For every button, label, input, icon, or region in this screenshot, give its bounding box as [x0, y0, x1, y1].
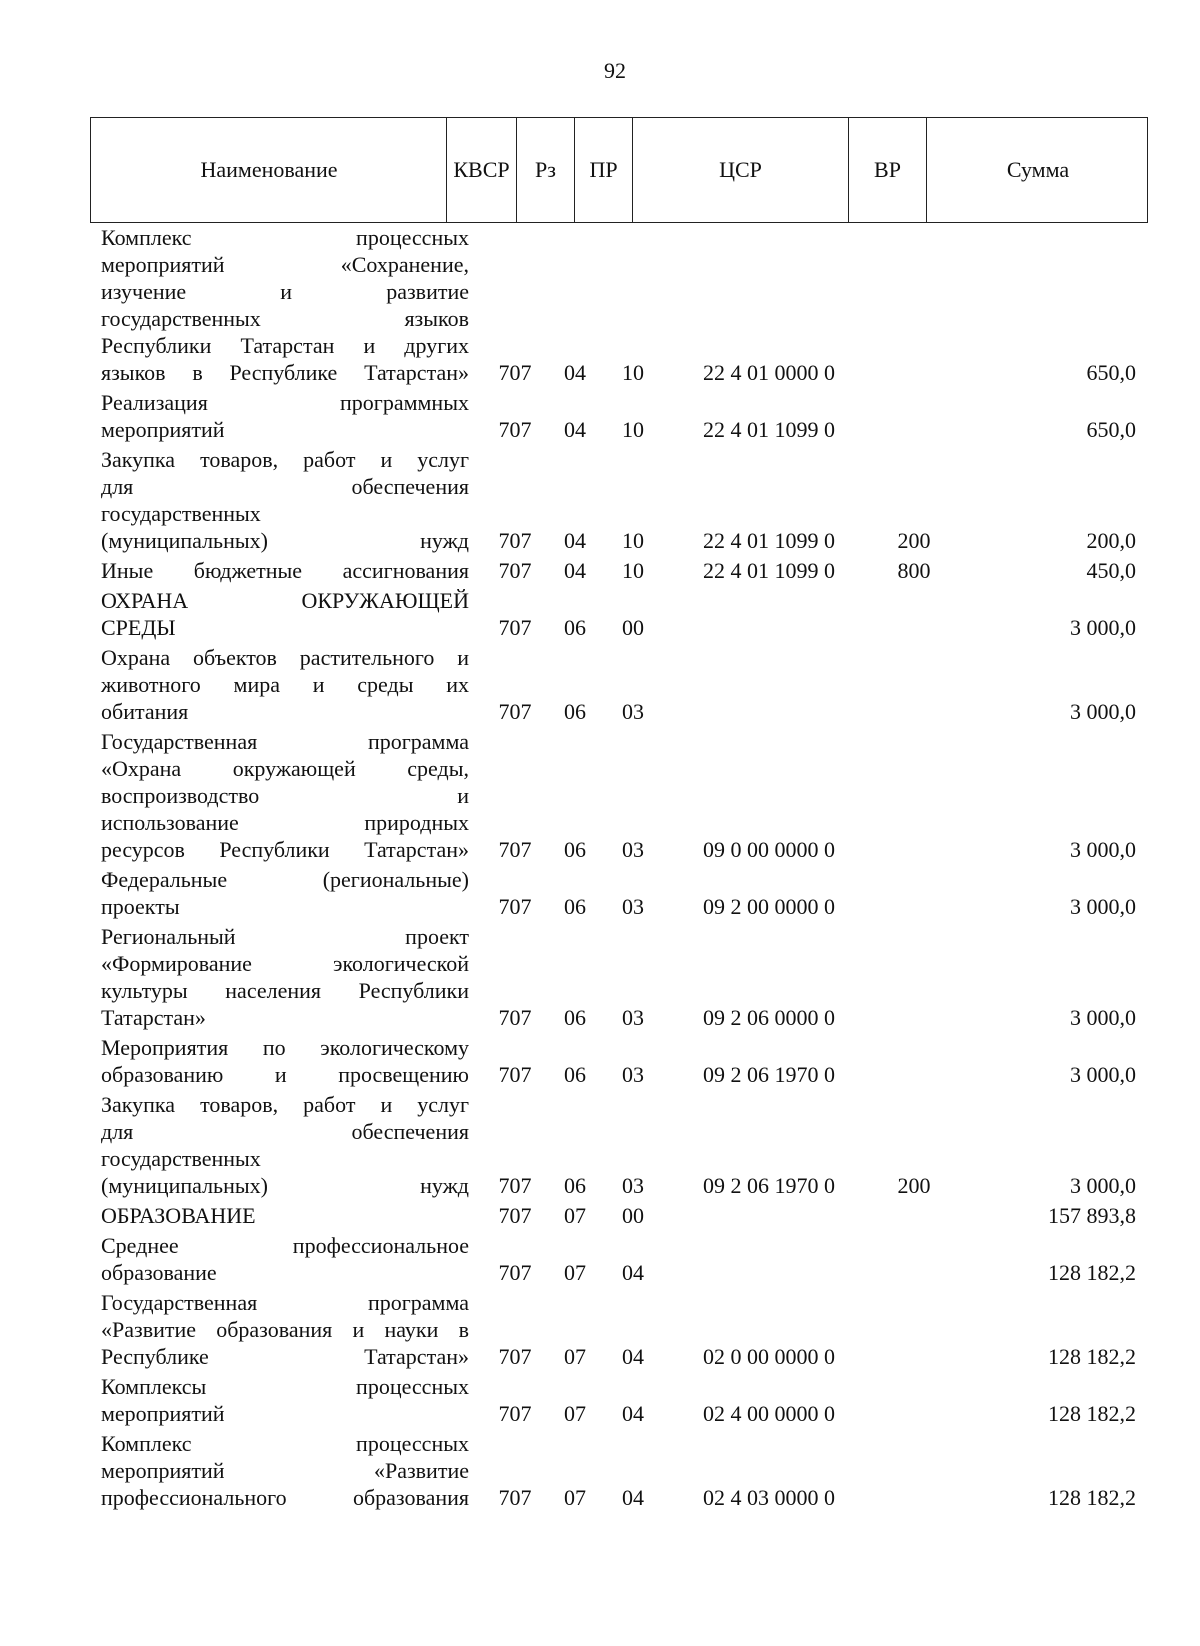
- row-name-line: государственных языков: [101, 306, 469, 331]
- row-values: [90, 893, 1148, 920]
- row-name-line: мероприятий «Развитие: [101, 1458, 469, 1483]
- row-name-line: животного мира и среды их: [101, 672, 469, 697]
- table-row: [90, 1091, 1148, 1199]
- row-name-line: мероприятий «Сохранение,: [101, 252, 469, 277]
- cell-kvsr: 707: [498, 699, 532, 724]
- row-name-line: Комплекс процессных: [101, 1431, 469, 1456]
- row-name-line: Региональный проект: [101, 924, 469, 949]
- row-values: [90, 1172, 1148, 1199]
- row-name-line: ОХРАНА ОКРУЖАЮЩЕЙ: [101, 588, 469, 613]
- cell-kvsr: 707: [498, 1260, 532, 1285]
- cell-rz: 07: [564, 1401, 586, 1426]
- row-values: [90, 614, 1148, 641]
- cell-kvsr: 707: [498, 1401, 532, 1426]
- header-sum: Сумма: [926, 118, 1149, 222]
- row-values: [90, 1202, 1148, 1229]
- cell-csr: 09 0 00 0000 0: [703, 837, 835, 862]
- cell-kvsr: 707: [498, 528, 532, 553]
- row-name-line: Среднее профессиональное: [101, 1233, 469, 1258]
- cell-rz: 06: [564, 1173, 586, 1198]
- row-values: [90, 836, 1148, 863]
- cell-sum: 3 000,0: [1070, 1173, 1136, 1198]
- row-values: [90, 359, 1148, 386]
- row-name-line: Государственная программа: [101, 1290, 469, 1315]
- cell-vr: 200: [897, 1173, 931, 1198]
- header-name: Наименование: [200, 157, 338, 182]
- cell-pr: 10: [622, 417, 644, 442]
- row-name-line: Реализация программных: [101, 390, 469, 415]
- cell-rz: 06: [564, 699, 586, 724]
- table-row: [90, 923, 1148, 1031]
- cell-pr: 03: [622, 699, 644, 724]
- row-values: [90, 1400, 1148, 1427]
- cell-rz: 07: [564, 1260, 586, 1285]
- cell-sum: 650,0: [1086, 360, 1136, 385]
- row-name-line: (муниципальных) нужд: [101, 528, 469, 553]
- row-name-line: для обеспечения: [101, 1119, 469, 1144]
- row-name-line: (муниципальных) нужд: [101, 1173, 469, 1198]
- cell-pr: 03: [622, 1005, 644, 1030]
- cell-sum: 3 000,0: [1070, 837, 1136, 862]
- row-name-line: использование природных: [101, 810, 469, 835]
- row-name-line: мероприятий: [101, 417, 225, 442]
- row-name-line: воспроизводство и: [101, 783, 469, 808]
- row-values: [90, 557, 1148, 584]
- row-name-line: «Охрана окружающей среды,: [101, 756, 469, 781]
- row-name-line: СРЕДЫ: [101, 615, 176, 640]
- row-name-line: языков в Республике Татарстан»: [101, 360, 469, 385]
- row-name-line: Закупка товаров, работ и услуг: [101, 1092, 469, 1117]
- cell-kvsr: 707: [498, 1344, 532, 1369]
- row-name-line: «Формирование экологической: [101, 951, 469, 976]
- cell-pr: 04: [622, 1401, 644, 1426]
- table-row: [90, 1430, 1148, 1511]
- cell-sum: 128 182,2: [1048, 1401, 1136, 1426]
- row-values: [90, 1343, 1148, 1370]
- cell-csr: 02 4 00 0000 0: [703, 1401, 835, 1426]
- cell-kvsr: 707: [498, 1173, 532, 1198]
- row-name-line: государственных: [101, 501, 261, 526]
- row-name-line: обитания: [101, 699, 189, 724]
- page-number: 92: [604, 58, 626, 83]
- row-values: [90, 1259, 1148, 1286]
- row-name-line: профессионального образования: [101, 1485, 469, 1510]
- table-row: [90, 1202, 1148, 1229]
- row-name-line: Татарстан»: [101, 1005, 206, 1030]
- row-name-line: Комплексы процессных: [101, 1374, 469, 1399]
- cell-csr: 22 4 01 0000 0: [703, 360, 835, 385]
- header-rz: Рз: [516, 118, 574, 222]
- row-name-line: Республике Татарстан»: [101, 1344, 469, 1369]
- cell-sum: 3 000,0: [1070, 615, 1136, 640]
- cell-pr: 03: [622, 1062, 644, 1087]
- cell-rz: 04: [564, 360, 586, 385]
- row-name-line: Государственная программа: [101, 729, 469, 754]
- cell-rz: 07: [564, 1344, 586, 1369]
- cell-kvsr: 707: [498, 558, 532, 583]
- cell-rz: 07: [564, 1485, 586, 1510]
- cell-pr: 00: [622, 615, 644, 640]
- cell-kvsr: 707: [498, 1005, 532, 1030]
- row-name-line: Федеральные (региональные): [101, 867, 469, 892]
- row-values: [90, 1061, 1148, 1088]
- cell-sum: 157 893,8: [1048, 1203, 1136, 1228]
- cell-rz: 04: [564, 417, 586, 442]
- cell-csr: 22 4 01 1099 0: [703, 417, 835, 442]
- cell-kvsr: 707: [498, 1203, 532, 1228]
- header-kvsr: КВСР: [446, 118, 516, 222]
- row-values: [90, 1004, 1148, 1031]
- cell-sum: 128 182,2: [1048, 1260, 1136, 1285]
- cell-pr: 04: [622, 1344, 644, 1369]
- cell-rz: 06: [564, 894, 586, 919]
- cell-sum: 3 000,0: [1070, 1062, 1136, 1087]
- row-name-line: Иные бюджетные ассигнования: [101, 558, 469, 583]
- cell-kvsr: 707: [498, 837, 532, 862]
- row-name-line: Комплекс процессных: [101, 225, 469, 250]
- cell-csr: 02 4 03 0000 0: [703, 1485, 835, 1510]
- cell-pr: 03: [622, 1173, 644, 1198]
- cell-vr: 800: [897, 558, 931, 583]
- table-header: [90, 117, 1148, 223]
- table-row: [90, 1373, 1148, 1427]
- header-csr: ЦСР: [632, 118, 848, 222]
- cell-pr: 04: [622, 1260, 644, 1285]
- cell-kvsr: 707: [498, 360, 532, 385]
- cell-pr: 10: [622, 360, 644, 385]
- cell-rz: 06: [564, 615, 586, 640]
- row-values: [90, 527, 1148, 554]
- header-pr: ПР: [574, 118, 632, 222]
- row-name-line: изучение и развитие: [101, 279, 469, 304]
- cell-rz: 06: [564, 1062, 586, 1087]
- row-name-line: мероприятий: [101, 1401, 225, 1426]
- cell-kvsr: 707: [498, 1485, 532, 1510]
- cell-rz: 04: [564, 528, 586, 553]
- cell-vr: 200: [897, 528, 931, 553]
- cell-pr: 10: [622, 528, 644, 553]
- cell-rz: 07: [564, 1203, 586, 1228]
- row-values: [90, 698, 1148, 725]
- cell-csr: 22 4 01 1099 0: [703, 558, 835, 583]
- table-row: [90, 1289, 1148, 1370]
- row-name-line: культуры населения Республики: [101, 978, 469, 1003]
- cell-pr: 04: [622, 1485, 644, 1510]
- table-row: [90, 866, 1148, 920]
- cell-csr: 02 0 00 0000 0: [703, 1344, 835, 1369]
- cell-sum: 128 182,2: [1048, 1485, 1136, 1510]
- row-name-line: для обеспечения: [101, 474, 469, 499]
- cell-sum: 3 000,0: [1070, 1005, 1136, 1030]
- cell-kvsr: 707: [498, 1062, 532, 1087]
- cell-sum: 450,0: [1086, 558, 1136, 583]
- row-values: [90, 1484, 1148, 1511]
- cell-pr: 03: [622, 894, 644, 919]
- cell-pr: 10: [622, 558, 644, 583]
- cell-rz: 06: [564, 837, 586, 862]
- cell-csr: 09 2 06 1970 0: [703, 1062, 835, 1087]
- table-row: [90, 446, 1148, 554]
- cell-kvsr: 707: [498, 615, 532, 640]
- cell-sum: 200,0: [1086, 528, 1136, 553]
- row-name-line: образованию и просвещению: [101, 1062, 469, 1087]
- row-name-line: «Развитие образования и науки в: [101, 1317, 469, 1342]
- header-vr: ВР: [848, 118, 926, 222]
- cell-sum: 3 000,0: [1070, 699, 1136, 724]
- table-row: [90, 224, 1148, 386]
- cell-kvsr: 707: [498, 417, 532, 442]
- cell-sum: 128 182,2: [1048, 1344, 1136, 1369]
- table-row: [90, 587, 1148, 641]
- row-name-line: Мероприятия по экологическому: [101, 1035, 469, 1060]
- cell-sum: 650,0: [1086, 417, 1136, 442]
- row-name-line: Охрана объектов растительного и: [101, 645, 469, 670]
- cell-pr: 00: [622, 1203, 644, 1228]
- row-name-line: Закупка товаров, работ и услуг: [101, 447, 469, 472]
- row-name-line: Республики Татарстан и других: [101, 333, 469, 358]
- cell-kvsr: 707: [498, 894, 532, 919]
- row-name-line: проекты: [101, 894, 180, 919]
- table-body: [90, 224, 1148, 1514]
- cell-csr: 09 2 00 0000 0: [703, 894, 835, 919]
- table-row: [90, 644, 1148, 725]
- cell-rz: 06: [564, 1005, 586, 1030]
- row-values: [90, 416, 1148, 443]
- cell-csr: 09 2 06 1970 0: [703, 1173, 835, 1198]
- table-row: [90, 1232, 1148, 1286]
- table-row: [90, 389, 1148, 443]
- table-row: [90, 728, 1148, 863]
- cell-sum: 3 000,0: [1070, 894, 1136, 919]
- table-row: [90, 1034, 1148, 1088]
- table-row: [90, 557, 1148, 584]
- row-name-line: государственных: [101, 1146, 261, 1171]
- row-name-line: образование: [101, 1260, 217, 1285]
- cell-csr: 09 2 06 0000 0: [703, 1005, 835, 1030]
- cell-rz: 04: [564, 558, 586, 583]
- row-name-line: ресурсов Республики Татарстан»: [101, 837, 469, 862]
- cell-pr: 03: [622, 837, 644, 862]
- row-name-line: ОБРАЗОВАНИЕ: [101, 1203, 256, 1228]
- cell-csr: 22 4 01 1099 0: [703, 528, 835, 553]
